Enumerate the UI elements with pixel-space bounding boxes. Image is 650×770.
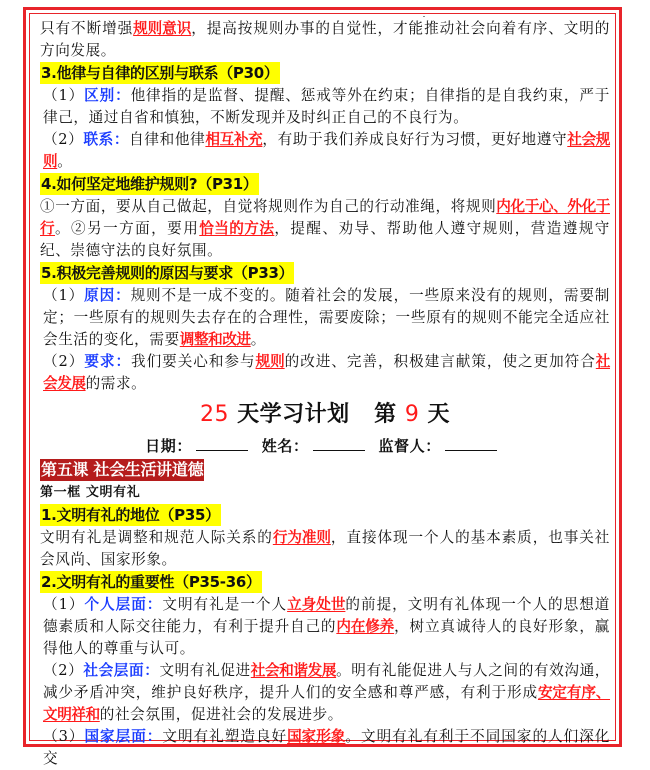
item-label: 联系： <box>83 131 130 148</box>
name-field[interactable] <box>313 436 365 451</box>
sign-row <box>40 433 610 459</box>
item-label: 个人层面： <box>84 596 163 613</box>
item-national: （3）国家层面：文明有礼塑造良好国家形象。文明有礼有利于不同国家的人们深化交 <box>43 728 610 767</box>
lesson-banner: 第五课 社会生活讲道德 <box>41 460 204 479</box>
item-personal: （1）个人层面：文明有礼是一个人立身处世的前提，文明有礼体现一个人的思想道德素质和人际交往能力，有利于提升自己的内在修养，树立真诚待人的良好形象，赢得他人的尊重与认可。 <box>43 596 611 657</box>
item-label: 要求： <box>84 353 132 370</box>
key-term: 调整和改进 <box>179 331 251 348</box>
section-maintain-rules <box>40 173 610 262</box>
key-term: 社会发展 <box>43 353 610 392</box>
supervisor-field[interactable] <box>445 436 497 451</box>
item-label: 区别： <box>84 87 131 104</box>
section-civility-importance <box>40 571 610 770</box>
key-term: 相互补充 <box>205 131 263 148</box>
section-heading: 5.积极完善规则的原因与要求（P33） <box>41 264 294 282</box>
plan-total-days: 25 <box>199 402 229 427</box>
supervisor-label: 监督人： <box>378 437 441 455</box>
plan-day-number: 9 <box>404 402 420 427</box>
key-term: 社会和谐发展 <box>250 662 337 679</box>
date-label: 日期： <box>145 437 192 455</box>
section-heteronomy-autonomy <box>40 62 610 173</box>
stray-mark <box>423 16 425 17</box>
key-term: 内化于心 <box>496 198 554 215</box>
item-reason: （1）原因：规则不是一成不变的。随着社会的发展，一些原来没有的规则，需要制定；一些原有的规则失去存在的合理性，需要废除；一些原有的规则不能完全适应社会生活的变化，需要调整和改进。 <box>43 287 610 348</box>
item-label: 国家层面： <box>84 728 163 745</box>
section-civility-status <box>40 504 610 571</box>
key-term: 规则 <box>255 353 285 370</box>
frame-title: 第一框 文明有礼 <box>40 485 141 500</box>
key-term: 国家形象 <box>287 728 346 745</box>
date-field[interactable] <box>196 436 248 451</box>
key-term: 社会规则 <box>43 131 610 170</box>
key-term: 外化于行 <box>40 198 610 237</box>
item-label: 原因： <box>84 287 131 304</box>
section-paragraph: ①一方面，要从自己做起，自觉将规则作为自己的行动准绳，将规则内化于心、外化于行。②另一方面，要用恰当的方法，提醒、劝导、帮助他人遵守规则，营造遵规守纪、崇德守法的良好氛围。 <box>40 198 610 259</box>
item-label: 社会层面： <box>83 662 160 679</box>
name-label: 姓名： <box>261 437 309 455</box>
section-heading: 2.文明有礼的重要性（P35-36） <box>41 573 261 591</box>
key-term: 安定有序 <box>537 684 596 701</box>
item-difference: （1）区别：他律指的是监督、提醒、惩戒等外在约束；自律指的是自我约束，严于律己，通过自省和慎独，不断发现并及时纠正自己的不良行为。 <box>43 87 610 126</box>
key-term: 行为准则 <box>272 529 331 546</box>
section-paragraph: 文明有礼是调整和规范人际关系的行为准则，直接体现一个人的基本素质，也事关社会风尚、国家形象。 <box>40 529 610 568</box>
key-term: 规则意识 <box>133 20 192 37</box>
study-plan-title: 25 天学习计划 第 9 天 <box>199 402 451 427</box>
intro-paragraph: 只有不断增强规则意识，提高按规则办事的自觉性，才能推动社会向着有序、文明的方向发展。 <box>40 20 610 59</box>
section-heading: 1.文明有礼的地位（P35） <box>41 506 220 524</box>
section-heading: 4.如何坚定地维护规则?（P31） <box>41 175 258 193</box>
key-term: 恰当的方法 <box>199 220 275 237</box>
key-term: 立身处世 <box>287 596 346 613</box>
section-improve-rules <box>40 262 610 395</box>
item-social: （2）社会层面：文明有礼促进社会和谐发展。明有礼能促进人与人之间的有效沟通，减少矛盾冲突，维护良好秩序，提升人们的安全感和尊严感，有利于形成安定有序、文明祥和的社会氛围，促进社会的发展进步。 <box>43 662 611 723</box>
item-requirement: （2）要求：我们要关心和参与规则的改进、完善，积极建言献策，使之更加符合社会发展的需求。 <box>43 353 610 392</box>
key-term: 文明祥和 <box>43 706 100 723</box>
item-connection: （2）联系：自律和他律相互补充，有助于我们养成良好行为习惯，更好地遵守社会规则。 <box>43 131 610 170</box>
document-content <box>40 18 610 770</box>
key-term: 内在修养 <box>336 618 395 635</box>
section-heading: 3.他律与自律的区别与联系（P30） <box>41 64 279 82</box>
